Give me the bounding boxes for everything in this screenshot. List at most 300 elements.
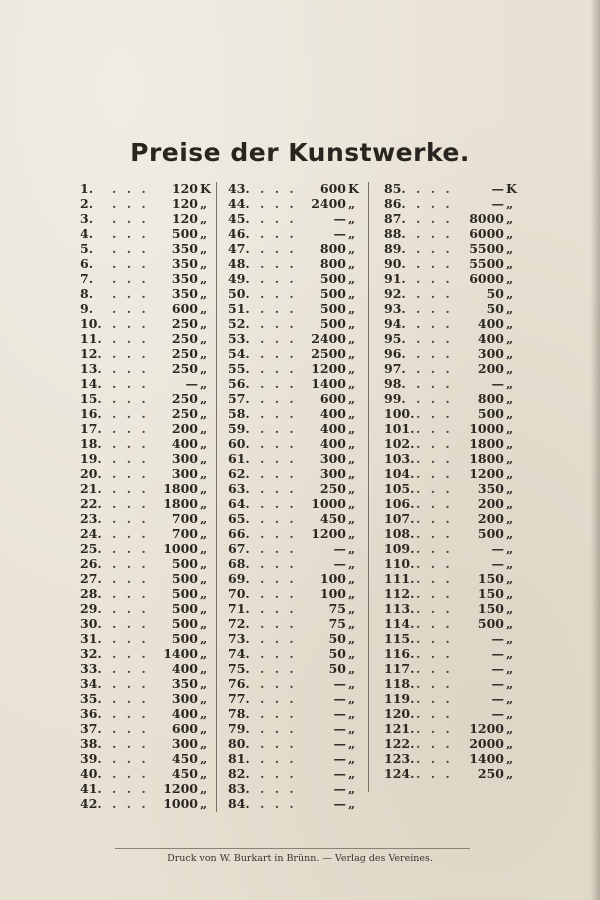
leader-dots: . . . xyxy=(416,751,453,766)
artwork-price: 1200 xyxy=(311,526,346,541)
artwork-number: 123. xyxy=(384,751,415,766)
artwork-price: — xyxy=(333,721,346,736)
currency-unit: „ xyxy=(506,466,514,481)
currency-unit: „ xyxy=(348,316,356,331)
artwork-price: 5500 xyxy=(469,256,504,271)
currency-unit: „ xyxy=(348,421,356,436)
price-row xyxy=(384,676,518,691)
leader-dots: . . . xyxy=(112,301,149,316)
price-row xyxy=(228,301,360,316)
price-row xyxy=(228,406,360,421)
price-row xyxy=(384,376,518,391)
currency-unit: „ xyxy=(200,286,208,301)
page-edge-shadow xyxy=(590,0,600,900)
artwork-price: — xyxy=(491,646,504,661)
artwork-price: — xyxy=(333,706,346,721)
artwork-price: 400 xyxy=(477,316,504,331)
artwork-price: — xyxy=(491,706,504,721)
artwork-number: 46. xyxy=(228,226,250,241)
artwork-number: 84. xyxy=(228,796,250,811)
printer-imprint: Druck von W. Burkart in Brünn. — Verlag des Vereines. xyxy=(167,853,433,864)
currency-unit: „ xyxy=(506,376,514,391)
artwork-number: 33. xyxy=(80,661,102,676)
leader-dots: . . . xyxy=(112,601,149,616)
artwork-price: — xyxy=(333,226,346,241)
price-row xyxy=(384,616,518,631)
leader-dots: . . . xyxy=(112,256,149,271)
artwork-number: 37. xyxy=(80,721,102,736)
artwork-number: 76. xyxy=(228,676,250,691)
artwork-number: 89. xyxy=(384,241,406,256)
artwork-number: 40. xyxy=(80,766,102,781)
currency-unit: „ xyxy=(200,526,208,541)
price-row xyxy=(384,511,518,526)
leader-dots: . . . xyxy=(112,796,149,811)
leader-dots: . . . xyxy=(112,451,149,466)
leader-dots: . . . xyxy=(260,436,297,451)
price-row xyxy=(80,751,212,766)
leader-dots: . . . xyxy=(260,781,297,796)
price-row xyxy=(228,541,360,556)
leader-dots: . . . xyxy=(112,571,149,586)
artwork-price: 250 xyxy=(171,346,198,361)
leader-dots: . . . xyxy=(112,676,149,691)
price-row xyxy=(384,721,518,736)
leader-dots: . . . xyxy=(260,361,297,376)
currency-unit: „ xyxy=(348,496,356,511)
artwork-price: 1800 xyxy=(163,481,198,496)
price-row xyxy=(80,271,212,286)
artwork-number: 75. xyxy=(228,661,250,676)
artwork-price: 400 xyxy=(319,421,346,436)
leader-dots: . . . xyxy=(416,256,453,271)
price-row xyxy=(228,571,360,586)
artwork-price: 1200 xyxy=(469,466,504,481)
artwork-price: — xyxy=(491,376,504,391)
currency-unit: „ xyxy=(348,391,356,406)
artwork-number: 61. xyxy=(228,451,250,466)
price-row xyxy=(384,496,518,511)
currency-unit: „ xyxy=(506,541,514,556)
leader-dots: . . . xyxy=(112,781,149,796)
leader-dots: . . . xyxy=(416,451,453,466)
price-row xyxy=(80,661,212,676)
artwork-price: 200 xyxy=(477,496,504,511)
price-row xyxy=(228,661,360,676)
artwork-number: 21. xyxy=(80,481,102,496)
leader-dots: . . . xyxy=(112,691,149,706)
currency-unit: „ xyxy=(200,616,208,631)
leader-dots: . . . xyxy=(416,271,453,286)
artwork-number: 23. xyxy=(80,511,102,526)
leader-dots: . . . xyxy=(260,646,297,661)
artwork-price: 120 xyxy=(171,181,198,196)
artwork-price: — xyxy=(491,661,504,676)
price-row xyxy=(228,361,360,376)
currency-unit: „ xyxy=(348,571,356,586)
artwork-number: 56. xyxy=(228,376,250,391)
artwork-number: 4. xyxy=(80,226,94,241)
price-row xyxy=(80,571,212,586)
artwork-number: 5. xyxy=(80,241,94,256)
currency-unit: „ xyxy=(506,691,514,706)
price-row xyxy=(80,691,212,706)
artwork-number: 30. xyxy=(80,616,102,631)
artwork-price: 500 xyxy=(171,556,198,571)
artwork-number: 124. xyxy=(384,766,415,781)
artwork-price: 600 xyxy=(171,301,198,316)
artwork-price: — xyxy=(333,796,346,811)
artwork-number: 107. xyxy=(384,511,415,526)
price-row xyxy=(80,706,212,721)
price-row xyxy=(228,241,360,256)
price-row xyxy=(228,781,360,796)
artwork-price: — xyxy=(491,541,504,556)
currency-unit: „ xyxy=(200,781,208,796)
artwork-number: 29. xyxy=(80,601,102,616)
price-row xyxy=(80,676,212,691)
currency-unit: „ xyxy=(200,211,208,226)
price-row xyxy=(228,196,360,211)
artwork-price: 1000 xyxy=(163,541,198,556)
currency-unit: „ xyxy=(348,361,356,376)
artwork-number: 27. xyxy=(80,571,102,586)
currency-unit: „ xyxy=(200,556,208,571)
currency-unit: „ xyxy=(506,556,514,571)
artwork-number: 117. xyxy=(384,661,415,676)
artwork-price: 1400 xyxy=(311,376,346,391)
currency-unit: „ xyxy=(506,736,514,751)
artwork-price: 500 xyxy=(477,526,504,541)
artwork-number: 88. xyxy=(384,226,406,241)
currency-unit: „ xyxy=(348,226,356,241)
leader-dots: . . . xyxy=(260,766,297,781)
price-column-2 xyxy=(228,181,360,811)
artwork-number: 106. xyxy=(384,496,415,511)
artwork-number: 50. xyxy=(228,286,250,301)
currency-unit: „ xyxy=(348,661,356,676)
currency-unit: „ xyxy=(348,196,356,211)
currency-unit: „ xyxy=(200,241,208,256)
currency-unit: „ xyxy=(200,541,208,556)
artwork-number: 38. xyxy=(80,736,102,751)
currency-unit: „ xyxy=(348,646,356,661)
price-row xyxy=(384,451,518,466)
leader-dots: . . . xyxy=(112,466,149,481)
artwork-price: 250 xyxy=(171,331,198,346)
currency-unit: „ xyxy=(506,511,514,526)
leader-dots: . . . xyxy=(112,241,149,256)
artwork-number: 80. xyxy=(228,736,250,751)
artwork-number: 108. xyxy=(384,526,415,541)
artwork-price: 600 xyxy=(171,721,198,736)
leader-dots: . . . xyxy=(112,616,149,631)
leader-dots: . . . xyxy=(112,751,149,766)
currency-unit: „ xyxy=(506,421,514,436)
currency-unit: „ xyxy=(200,451,208,466)
price-row xyxy=(384,211,518,226)
artwork-number: 51. xyxy=(228,301,250,316)
leader-dots: . . . xyxy=(416,241,453,256)
artwork-price: 800 xyxy=(319,241,346,256)
artwork-number: 103. xyxy=(384,451,415,466)
currency-unit: „ xyxy=(506,586,514,601)
leader-dots: . . . xyxy=(260,661,297,676)
artwork-number: 25. xyxy=(80,541,102,556)
currency-unit: „ xyxy=(348,241,356,256)
artwork-number: 36. xyxy=(80,706,102,721)
artwork-number: 22. xyxy=(80,496,102,511)
currency-unit: „ xyxy=(200,586,208,601)
artwork-price: 100 xyxy=(319,571,346,586)
artwork-number: 105. xyxy=(384,481,415,496)
currency-unit: „ xyxy=(200,346,208,361)
artwork-price: 200 xyxy=(477,511,504,526)
price-row xyxy=(384,571,518,586)
price-row xyxy=(80,781,212,796)
currency-unit: „ xyxy=(506,646,514,661)
artwork-number: 81. xyxy=(228,751,250,766)
artwork-price: 1200 xyxy=(469,721,504,736)
artwork-number: 112. xyxy=(384,586,415,601)
currency-unit: „ xyxy=(348,436,356,451)
price-row xyxy=(80,241,212,256)
price-column-3 xyxy=(384,181,518,781)
artwork-price: 350 xyxy=(171,271,198,286)
artwork-number: 82. xyxy=(228,766,250,781)
currency-unit: K xyxy=(200,181,211,196)
footer-rule xyxy=(115,848,470,849)
leader-dots: . . . xyxy=(112,211,149,226)
price-row xyxy=(384,391,518,406)
price-row xyxy=(228,721,360,736)
leader-dots: . . . xyxy=(416,481,453,496)
artwork-price: 600 xyxy=(319,181,346,196)
leader-dots: . . . xyxy=(416,511,453,526)
leader-dots: . . . xyxy=(112,541,149,556)
currency-unit: „ xyxy=(506,496,514,511)
artwork-price: 250 xyxy=(171,316,198,331)
leader-dots: . . . xyxy=(260,316,297,331)
artwork-number: 111. xyxy=(384,571,415,586)
leader-dots: . . . xyxy=(260,211,297,226)
price-row xyxy=(228,211,360,226)
leader-dots: . . . xyxy=(416,316,453,331)
price-row xyxy=(228,286,360,301)
currency-unit: „ xyxy=(348,781,356,796)
artwork-price: 500 xyxy=(171,571,198,586)
leader-dots: . . . xyxy=(416,286,453,301)
currency-unit: „ xyxy=(200,406,208,421)
currency-unit: „ xyxy=(348,736,356,751)
artwork-price: 400 xyxy=(171,661,198,676)
artwork-number: 96. xyxy=(384,346,406,361)
artwork-price: 500 xyxy=(171,616,198,631)
artwork-price: 100 xyxy=(319,586,346,601)
price-row xyxy=(228,331,360,346)
artwork-number: 34. xyxy=(80,676,102,691)
leader-dots: . . . xyxy=(112,421,149,436)
currency-unit: „ xyxy=(200,631,208,646)
artwork-price: 150 xyxy=(477,571,504,586)
currency-unit: „ xyxy=(200,676,208,691)
price-row xyxy=(384,706,518,721)
artwork-price: 350 xyxy=(171,676,198,691)
leader-dots: . . . xyxy=(112,226,149,241)
artwork-number: 9. xyxy=(80,301,94,316)
artwork-price: 50 xyxy=(328,646,346,661)
price-row xyxy=(228,706,360,721)
artwork-number: 32. xyxy=(80,646,102,661)
artwork-number: 102. xyxy=(384,436,415,451)
currency-unit: „ xyxy=(348,541,356,556)
leader-dots: . . . xyxy=(112,346,149,361)
artwork-number: 1. xyxy=(80,181,94,196)
currency-unit: K xyxy=(348,181,359,196)
currency-unit: „ xyxy=(348,706,356,721)
leader-dots: . . . xyxy=(416,406,453,421)
price-row xyxy=(80,421,212,436)
artwork-number: 77. xyxy=(228,691,250,706)
artwork-number: 83. xyxy=(228,781,250,796)
column-divider xyxy=(216,182,217,812)
artwork-price: — xyxy=(491,556,504,571)
artwork-price: 250 xyxy=(171,391,198,406)
artwork-number: 71. xyxy=(228,601,250,616)
price-row xyxy=(80,256,212,271)
price-row xyxy=(384,766,518,781)
price-row xyxy=(80,451,212,466)
leader-dots: . . . xyxy=(112,361,149,376)
currency-unit: „ xyxy=(506,346,514,361)
price-row xyxy=(80,226,212,241)
artwork-price: 120 xyxy=(171,196,198,211)
price-row xyxy=(384,406,518,421)
artwork-price: 50 xyxy=(486,286,504,301)
price-row xyxy=(228,646,360,661)
price-row xyxy=(228,496,360,511)
currency-unit: „ xyxy=(200,256,208,271)
leader-dots: . . . xyxy=(416,646,453,661)
artwork-price: 500 xyxy=(171,601,198,616)
currency-unit: „ xyxy=(506,301,514,316)
artwork-price: 500 xyxy=(319,271,346,286)
artwork-number: 7. xyxy=(80,271,94,286)
price-row xyxy=(80,526,212,541)
artwork-price: 50 xyxy=(328,631,346,646)
leader-dots: . . . xyxy=(260,301,297,316)
price-row xyxy=(384,241,518,256)
artwork-number: 109. xyxy=(384,541,415,556)
currency-unit: „ xyxy=(348,721,356,736)
price-row xyxy=(80,286,212,301)
currency-unit: „ xyxy=(348,256,356,271)
artwork-number: 69. xyxy=(228,571,250,586)
leader-dots: . . . xyxy=(112,646,149,661)
price-row xyxy=(228,556,360,571)
artwork-price: 800 xyxy=(319,256,346,271)
price-row xyxy=(228,676,360,691)
artwork-number: 28. xyxy=(80,586,102,601)
artwork-price: 150 xyxy=(477,586,504,601)
leader-dots: . . . xyxy=(260,676,297,691)
currency-unit: „ xyxy=(506,226,514,241)
artwork-price: 6000 xyxy=(469,226,504,241)
currency-unit: „ xyxy=(200,691,208,706)
leader-dots: . . . xyxy=(260,256,297,271)
artwork-price: — xyxy=(333,691,346,706)
leader-dots: . . . xyxy=(112,481,149,496)
artwork-number: 45. xyxy=(228,211,250,226)
leader-dots: . . . xyxy=(416,466,453,481)
price-row xyxy=(80,511,212,526)
artwork-price: 400 xyxy=(319,406,346,421)
currency-unit: „ xyxy=(348,691,356,706)
currency-unit: „ xyxy=(348,376,356,391)
currency-unit: „ xyxy=(348,406,356,421)
currency-unit: „ xyxy=(200,466,208,481)
artwork-price: 300 xyxy=(171,691,198,706)
artwork-number: 114. xyxy=(384,616,415,631)
artwork-number: 74. xyxy=(228,646,250,661)
artwork-price: 250 xyxy=(477,766,504,781)
artwork-number: 70. xyxy=(228,586,250,601)
price-row xyxy=(80,631,212,646)
leader-dots: . . . xyxy=(112,496,149,511)
price-row xyxy=(228,736,360,751)
leader-dots: . . . xyxy=(416,391,453,406)
artwork-price: 200 xyxy=(171,421,198,436)
leader-dots: . . . xyxy=(260,376,297,391)
artwork-number: 19. xyxy=(80,451,102,466)
artwork-number: 116. xyxy=(384,646,415,661)
currency-unit: „ xyxy=(200,421,208,436)
artwork-number: 31. xyxy=(80,631,102,646)
price-row xyxy=(384,526,518,541)
currency-unit: „ xyxy=(506,526,514,541)
artwork-price: — xyxy=(333,736,346,751)
artwork-number: 20. xyxy=(80,466,102,481)
leader-dots: . . . xyxy=(260,391,297,406)
leader-dots: . . . xyxy=(416,661,453,676)
leader-dots: . . . xyxy=(416,211,453,226)
leader-dots: . . . xyxy=(112,526,149,541)
leader-dots: . . . xyxy=(112,511,149,526)
currency-unit: „ xyxy=(348,451,356,466)
currency-unit: „ xyxy=(348,526,356,541)
artwork-price: 300 xyxy=(171,451,198,466)
leader-dots: . . . xyxy=(260,616,297,631)
price-row xyxy=(80,601,212,616)
artwork-price: 120 xyxy=(171,211,198,226)
artwork-number: 58. xyxy=(228,406,250,421)
leader-dots: . . . xyxy=(416,361,453,376)
currency-unit: „ xyxy=(506,286,514,301)
artwork-price: — xyxy=(491,196,504,211)
price-row xyxy=(80,391,212,406)
currency-unit: „ xyxy=(200,361,208,376)
price-row xyxy=(80,301,212,316)
leader-dots: . . . xyxy=(112,376,149,391)
artwork-number: 13. xyxy=(80,361,102,376)
price-row xyxy=(228,181,360,196)
price-row xyxy=(80,436,212,451)
currency-unit: „ xyxy=(348,601,356,616)
currency-unit: „ xyxy=(348,586,356,601)
price-row xyxy=(384,466,518,481)
artwork-price: 2400 xyxy=(311,331,346,346)
price-row xyxy=(80,181,212,196)
